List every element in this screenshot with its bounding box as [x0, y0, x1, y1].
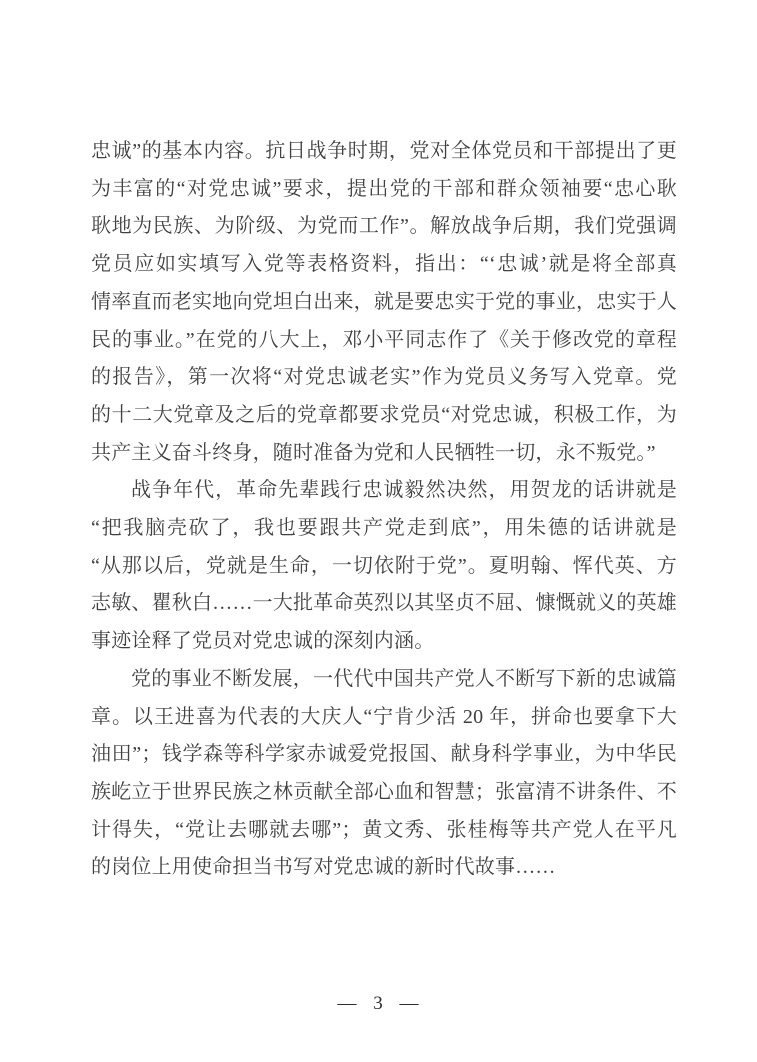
text-line: 事迹诠释了党员对党忠诚的深刻内涵。 — [91, 630, 435, 653]
paragraph — [91, 661, 677, 887]
text-line: 为丰富的“对党忠诚”要求，提出党的干部和群众领袖要“忠心耿 — [91, 177, 677, 200]
text-line: 的十二大党章及之后的党章都要求党员“对党忠诚，积极工作，为 — [91, 403, 677, 426]
paragraph — [91, 133, 677, 472]
text-line: “把我脑壳砍了，我也要跟共产党走到底”，用朱德的话讲就是 — [91, 517, 677, 540]
text-line: 的报告》，第一次将“对党忠诚老实”作为党员义务写入党章。党 — [91, 366, 677, 389]
text-line: 的岗位上用使命担当书写对党忠诚的新时代故事…… — [91, 856, 556, 879]
text-line: 情率直而老实地向党坦白出来，就是要忠实于党的事业，忠实于人 — [91, 290, 677, 313]
page-number: — 3 — — [337, 993, 420, 1014]
text-line: 章。以王进喜为代表的大庆人“宁肯少活 20 年，拼命也要拿下大 — [91, 705, 677, 728]
text-line: 党员应如实填写入党等表格资料，指出：“‘忠诚’就是将全部真 — [91, 253, 677, 276]
text-line: 志敏、瞿秋白……一大批革命英烈以其坚贞不屈、慷慨就义的英雄 — [91, 592, 677, 615]
text-line: 计得失，“党让去哪就去哪”；黄文秀、张桂梅等共产党人在平凡 — [91, 818, 677, 841]
text-line: 耿地为民族、为阶级、为党而工作”。解放战争后期，我们党强调 — [91, 215, 677, 238]
text-line: 战争年代，革命先辈践行忠诚毅然决然，用贺龙的话讲就是 — [131, 479, 677, 502]
text-line: 油田”；钱学森等科学家赤诚爱党报国、献身科学事业，为中华民 — [91, 743, 677, 766]
paragraph — [91, 472, 677, 661]
text-line: 共产主义奋斗终身，随时准备为党和人民牺牲一切，永不叛党。” — [91, 441, 656, 464]
text-line: 民的事业。”在党的八大上，邓小平同志作了《关于修改党的章程 — [91, 328, 677, 351]
text-line: 党的事业不断发展，一代代中国共产党人不断写下新的忠诚篇 — [131, 667, 677, 690]
text-line: “从那以后，党就是生命，一切依附于党”。夏明翰、恽代英、方 — [91, 554, 677, 577]
text-line: 忠诚”的基本内容。抗日战争时期，党对全体党员和干部提出了更 — [91, 140, 677, 162]
body-text — [91, 133, 677, 887]
text-line: 族屹立于世界民族之林贡献全部心血和智慧；张富清不讲条件、不 — [91, 780, 677, 803]
